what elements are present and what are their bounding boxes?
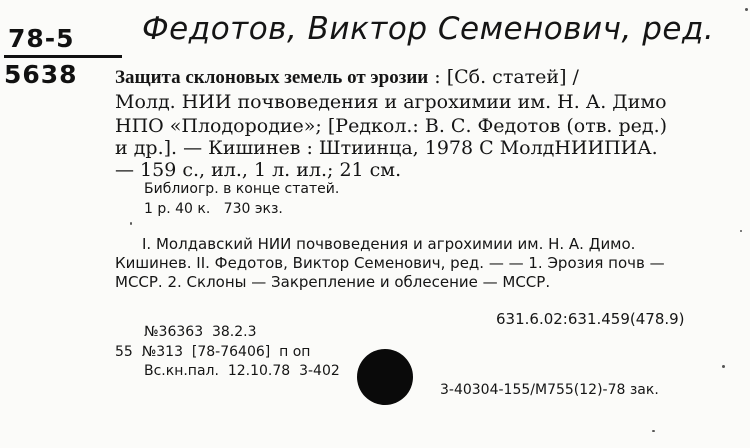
scan-speck [740,230,742,232]
call-number-top: 78-5 [8,24,75,53]
title-line [115,68,579,87]
call-number-bottom: 5638 [4,60,78,89]
scan-speck [130,222,132,225]
handwritten-author: Федотов, Виктор Семенович, ред. [142,11,715,47]
tracing-line-2: Кишинев. II. Федотов, Виктор Семенович, ред. — — 1. Эрозия почв — [115,254,665,272]
book-title: Защита склоновых земель от эрозии [115,67,429,88]
call-number-divider [4,55,122,58]
description-line-4: и др.]. — Кишинев : Штиинца, 1978 С МолдНИИПИА. [115,137,658,159]
punch-hole [357,349,413,405]
description-line-3: НПО «Плодородие»; [Редкол.: В. С. Федотов (отв. ред.) [115,115,668,137]
order-number: 55 №313 [78-76406] п оп [115,344,311,360]
publisher-code: 3-40304-155/М755(12)-78 зак. [440,382,659,398]
description-line-2: Молд. НИИ почвоведения и агрохимии им. Н. А. Димо [115,91,667,113]
price-and-copies: 1 р. 40 к. 730 экз. [144,201,283,217]
scan-speck [722,365,725,368]
description-line-5: — 159 с., ил., 1 л. ил.; 21 см. [115,159,402,181]
title-line-rest: : [Сб. статей] / [428,66,579,88]
signed-to-press: Вс.кн.пал. 12.10.78 3-402 [144,363,340,379]
tracing-line-1: I. Молдавский НИИ почвоведения и агрохимии им. Н. А. Димо. [142,235,636,253]
tracing-line-3: МССР. 2. Склоны — Закрепление и облесение — МССР. [115,273,551,291]
classification-code: 631.6.02:631.459(478.9) [496,310,685,328]
scan-speck [652,430,655,432]
scan-speck [745,8,748,11]
registration-number: №36363 38.2.3 [144,324,257,340]
bibliography-note: Библиогр. в конце статей. [144,181,340,197]
